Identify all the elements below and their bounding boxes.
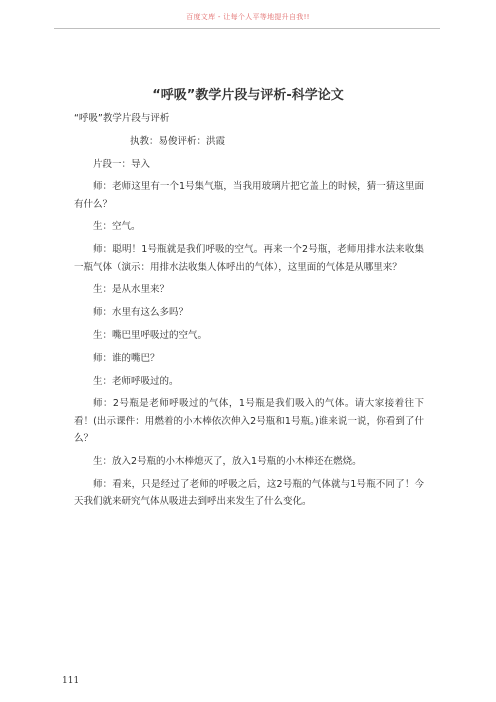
dialogue-paragraph: 生：嘴巴里呼吸过的空气。 bbox=[93, 329, 208, 341]
article-subtitle: “呼吸”教学片段与评析 bbox=[74, 113, 170, 124]
dialogue-paragraph: 师：谁的嘴巴？ bbox=[93, 352, 160, 364]
segment-heading: 片段一：导入 bbox=[93, 158, 151, 170]
dialogue-paragraph: 生：老师呼吸过的。 bbox=[93, 375, 179, 387]
dialogue-paragraph: 师：聪明！1号瓶就是我们呼吸的空气。再来一个2号瓶，老师用排水法来收集一瓶气体（演示：用排水法收集人体呼出的气体），这里面的气体是从哪里来？ bbox=[74, 244, 424, 273]
page-number: 111 bbox=[62, 676, 80, 686]
article-body bbox=[74, 110, 424, 516]
dialogue-paragraph: 生：空气。 bbox=[93, 221, 141, 233]
header-watermark: 百度文库 - 让每个人平等地提升自我!! bbox=[186, 13, 310, 21]
dialogue-paragraph: 师：水里有这么多吗？ bbox=[93, 307, 189, 319]
article-byline: 执教：易俊评析：洪霞 bbox=[130, 135, 226, 147]
dialogue-paragraph: 师：2号瓶是老师呼吸过的气体，1号瓶是我们吸入的气体。请大家接着往下看！(出示课件：用燃着的小木棒依次伸入2号瓶和1号瓶。)谁来说一说，你看到了什么？ bbox=[74, 398, 424, 444]
dialogue-paragraph: 师：老师这里有一个1号集气瓶，当我用玻璃片把它盖上的时候，猜一猜这里面有什么？ bbox=[74, 181, 424, 210]
dialogue-paragraph: 师：看来，只是经过了老师的呼吸之后，这2号瓶的气体就与1号瓶不同了！今天我们就来研究气体从吸进去到呼出来发生了什么变化。 bbox=[74, 478, 424, 507]
page-title: “呼吸”教学片段与评析-科学论文 bbox=[152, 88, 344, 103]
header-divider bbox=[54, 28, 440, 29]
dialogue-paragraph: 生：放入2号瓶的小木棒熄灭了，放入1号瓶的小木棒还在燃烧。 bbox=[93, 455, 362, 467]
dialogue-paragraph: 生：是从水里来？ bbox=[93, 284, 170, 296]
